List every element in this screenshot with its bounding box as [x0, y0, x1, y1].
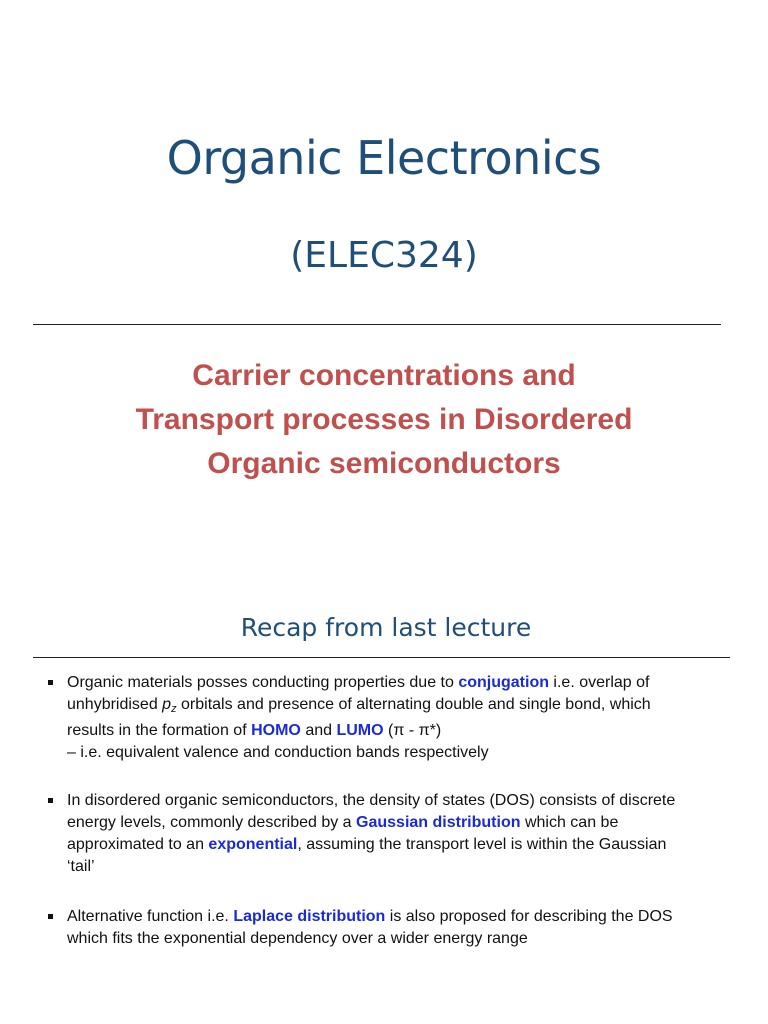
course-code: (ELEC324)	[290, 235, 478, 276]
keyword-exponential: exponential	[208, 836, 298, 853]
bullet-item-conjugation: Organic materials posses conducting properties due to conjugation i.e. overlap of unhybridised $p_z$ orbitals and presence of alternating double and single bond, which results in the formation of HOMO and LUMO (π - π*) – i.e. equivalent valence and conduction bands respectively	[67, 672, 697, 764]
bullet-item-dos: In disordered organic semiconductors, the density of states (DOS) consists of discrete energy levels, commonly described by a Gaussian distribution which can be approximated to an exponential, assuming the transport level is within the Gaussian ‘tail’	[67, 790, 697, 878]
subtitle-line-2: Transport processes in Disordered	[135, 403, 633, 436]
bullet-marker	[48, 914, 53, 919]
keyword-gaussian-distribution: Gaussian distribution	[356, 814, 521, 831]
bullet-item-laplace: Alternative function i.e. Laplace distribution is also proposed for describing the DOS which fits the exponential dependency over a wider energy range	[67, 906, 697, 950]
lecture-subtitle	[60, 354, 708, 486]
keyword-conjugation: conjugation	[458, 674, 549, 691]
section-divider	[33, 657, 730, 658]
slide-title: Organic Electronics	[166, 131, 602, 185]
subtitle-line-3: Organic semiconductors	[207, 447, 561, 480]
bullet-marker	[48, 680, 53, 685]
top-divider	[33, 324, 721, 325]
section-heading: Recap from last lecture	[240, 613, 532, 642]
subtitle-line-1: Carrier concentrations and	[192, 359, 576, 392]
bullet-marker	[48, 798, 53, 803]
keyword-homo: HOMO	[251, 722, 301, 739]
keyword-lumo: LUMO	[336, 722, 384, 739]
keyword-laplace-distribution: Laplace distribution	[233, 908, 386, 925]
